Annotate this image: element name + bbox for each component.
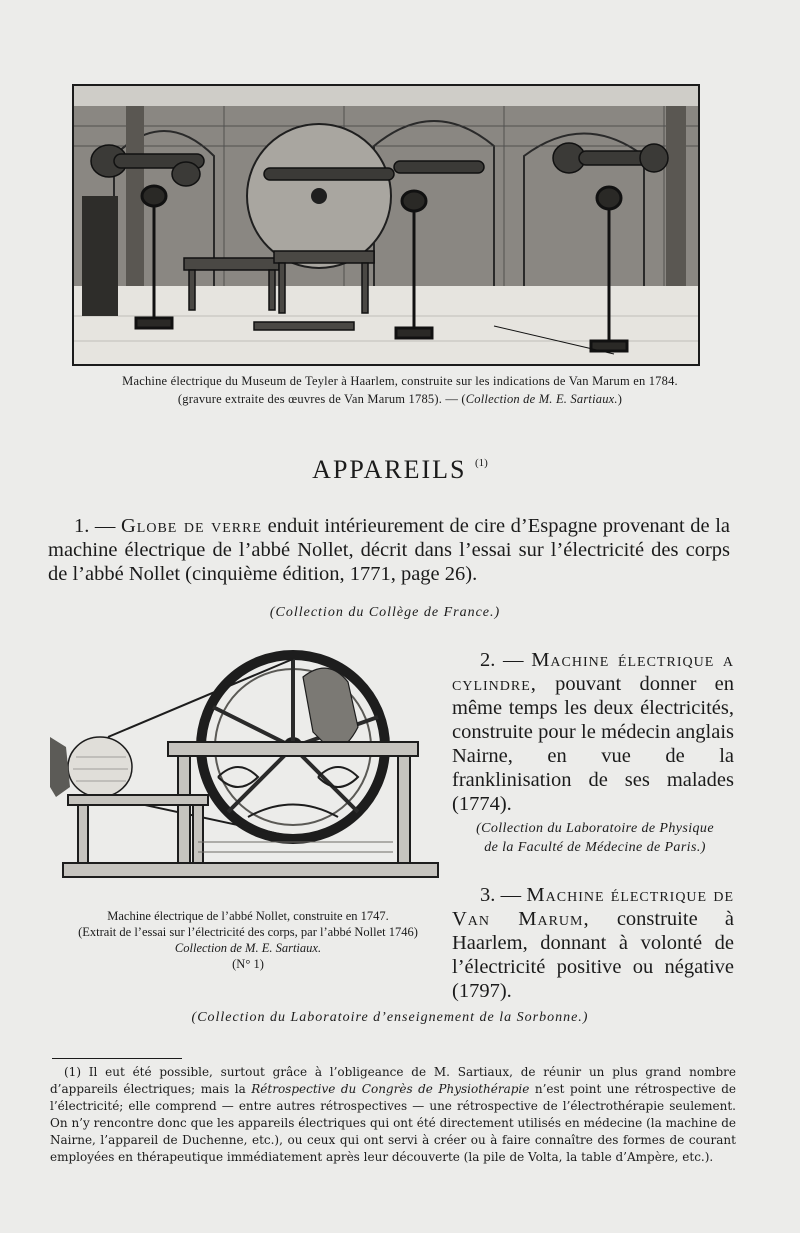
nollet-figure-caption xyxy=(46,908,450,972)
item-2-number: 2. — xyxy=(480,649,524,671)
footnote-italic-title: Rétrospective du Congrès de Physiothérapie xyxy=(251,1082,530,1096)
item-1-number: 1. — xyxy=(74,515,116,537)
top-caption-line2-c: ) xyxy=(617,392,623,406)
item-1-collection: (Collection du Collège de France.) xyxy=(269,605,501,620)
item-3-paragraph xyxy=(452,883,734,1003)
nollet-caption-collection: Collection de M. E. Sartiaux. xyxy=(174,941,322,955)
item-3-label: Machine électrique de Van Marum, xyxy=(452,884,735,930)
item-2-collection-line1: (Collection du Laboratoire de Physique xyxy=(476,821,714,836)
nollet-caption-number: (N° 1) xyxy=(232,957,264,971)
item-3-number: 3. — xyxy=(480,884,522,906)
top-caption-line2 xyxy=(60,390,740,408)
item-2-collection-line2: de la Faculté de Médecine de Paris.) xyxy=(484,840,706,855)
top-caption-collection: Collection de M. E. Sartiaux. xyxy=(465,392,618,406)
teyler-machine-illustration xyxy=(74,86,698,364)
item-3-text: construite à Haarlem, donnant à volonté de l’électricité positive ou négative (1797). xyxy=(452,908,734,1002)
item-2-paragraph xyxy=(452,648,734,816)
item-2-label: Machine électrique a cylindre, xyxy=(452,649,735,695)
item-3-collection: (Collection du Laboratoire d’enseignement de la Sorbonne.) xyxy=(191,1010,589,1025)
section-heading xyxy=(0,455,800,485)
item-1-text: enduit intérieurement de cire d’Espagne provenant de la machine électrique de l’abbé Nollet, décrit dans l’essai sur l’électricité des corps de l’abbé Nollet (cinquième édition, 1771, page 26). xyxy=(48,515,730,585)
teyler-machine-engraving xyxy=(72,84,700,366)
top-caption-line2-a: (gravure extraite des œuvres de Van Marum 1785). — ( xyxy=(177,392,466,406)
top-caption-line1: Machine électrique du Museum de Teyler à Haarlem, construite sur les indications de Van Marum en 1784. xyxy=(122,374,678,388)
top-figure-caption xyxy=(60,372,740,408)
item-2-collection xyxy=(452,819,738,857)
nollet-caption-line2: (Extrait de l’essai sur l’électricité des corps, par l’abbé Nollet 1746) xyxy=(78,925,418,939)
heading-title: APPAREILS xyxy=(312,455,467,484)
footnote xyxy=(50,1064,736,1166)
nollet-machine-engraving xyxy=(48,637,444,889)
footnote-divider xyxy=(52,1058,182,1059)
item-1-paragraph xyxy=(48,514,730,586)
nollet-caption-line1: Machine électrique de l’abbé Nollet, construite en 1747. xyxy=(107,909,389,923)
heading-footnote-ref: (1) xyxy=(474,457,488,469)
item-1-label: Globe de verre xyxy=(121,515,263,537)
nollet-machine-illustration xyxy=(48,637,444,889)
item-2-text: pouvant donner en même temps les deux électricités, construite pour le médecin anglais Nairne, en vue de la franklinisation de ses malades (1774). xyxy=(452,673,735,815)
footnote-text-1: (1) Il eut été possible, surtout grâce à l’obligeance de M. Sartiaux, de réunir un plus grand nombre d’appareils électriques; mais la xyxy=(50,1065,736,1096)
footnote-text-2: n’est point une rétrospective de l’électricité; elle comprend — entre autres rétrospectives — une rétrospective de l’électrothérapie seulement. On n’y rencontre donc que les appareils électriques qui ont été directement utilisés en médecine (la machine de Nairne, l’appareil de Duchenne, etc.), ou ceux qui ont servi à créer ou à faire connaître des formes de courant employées en thérapeutique immédiatement après leur découverte (la pile de Volta, la table d’Ampère, etc.). xyxy=(50,1082,736,1164)
